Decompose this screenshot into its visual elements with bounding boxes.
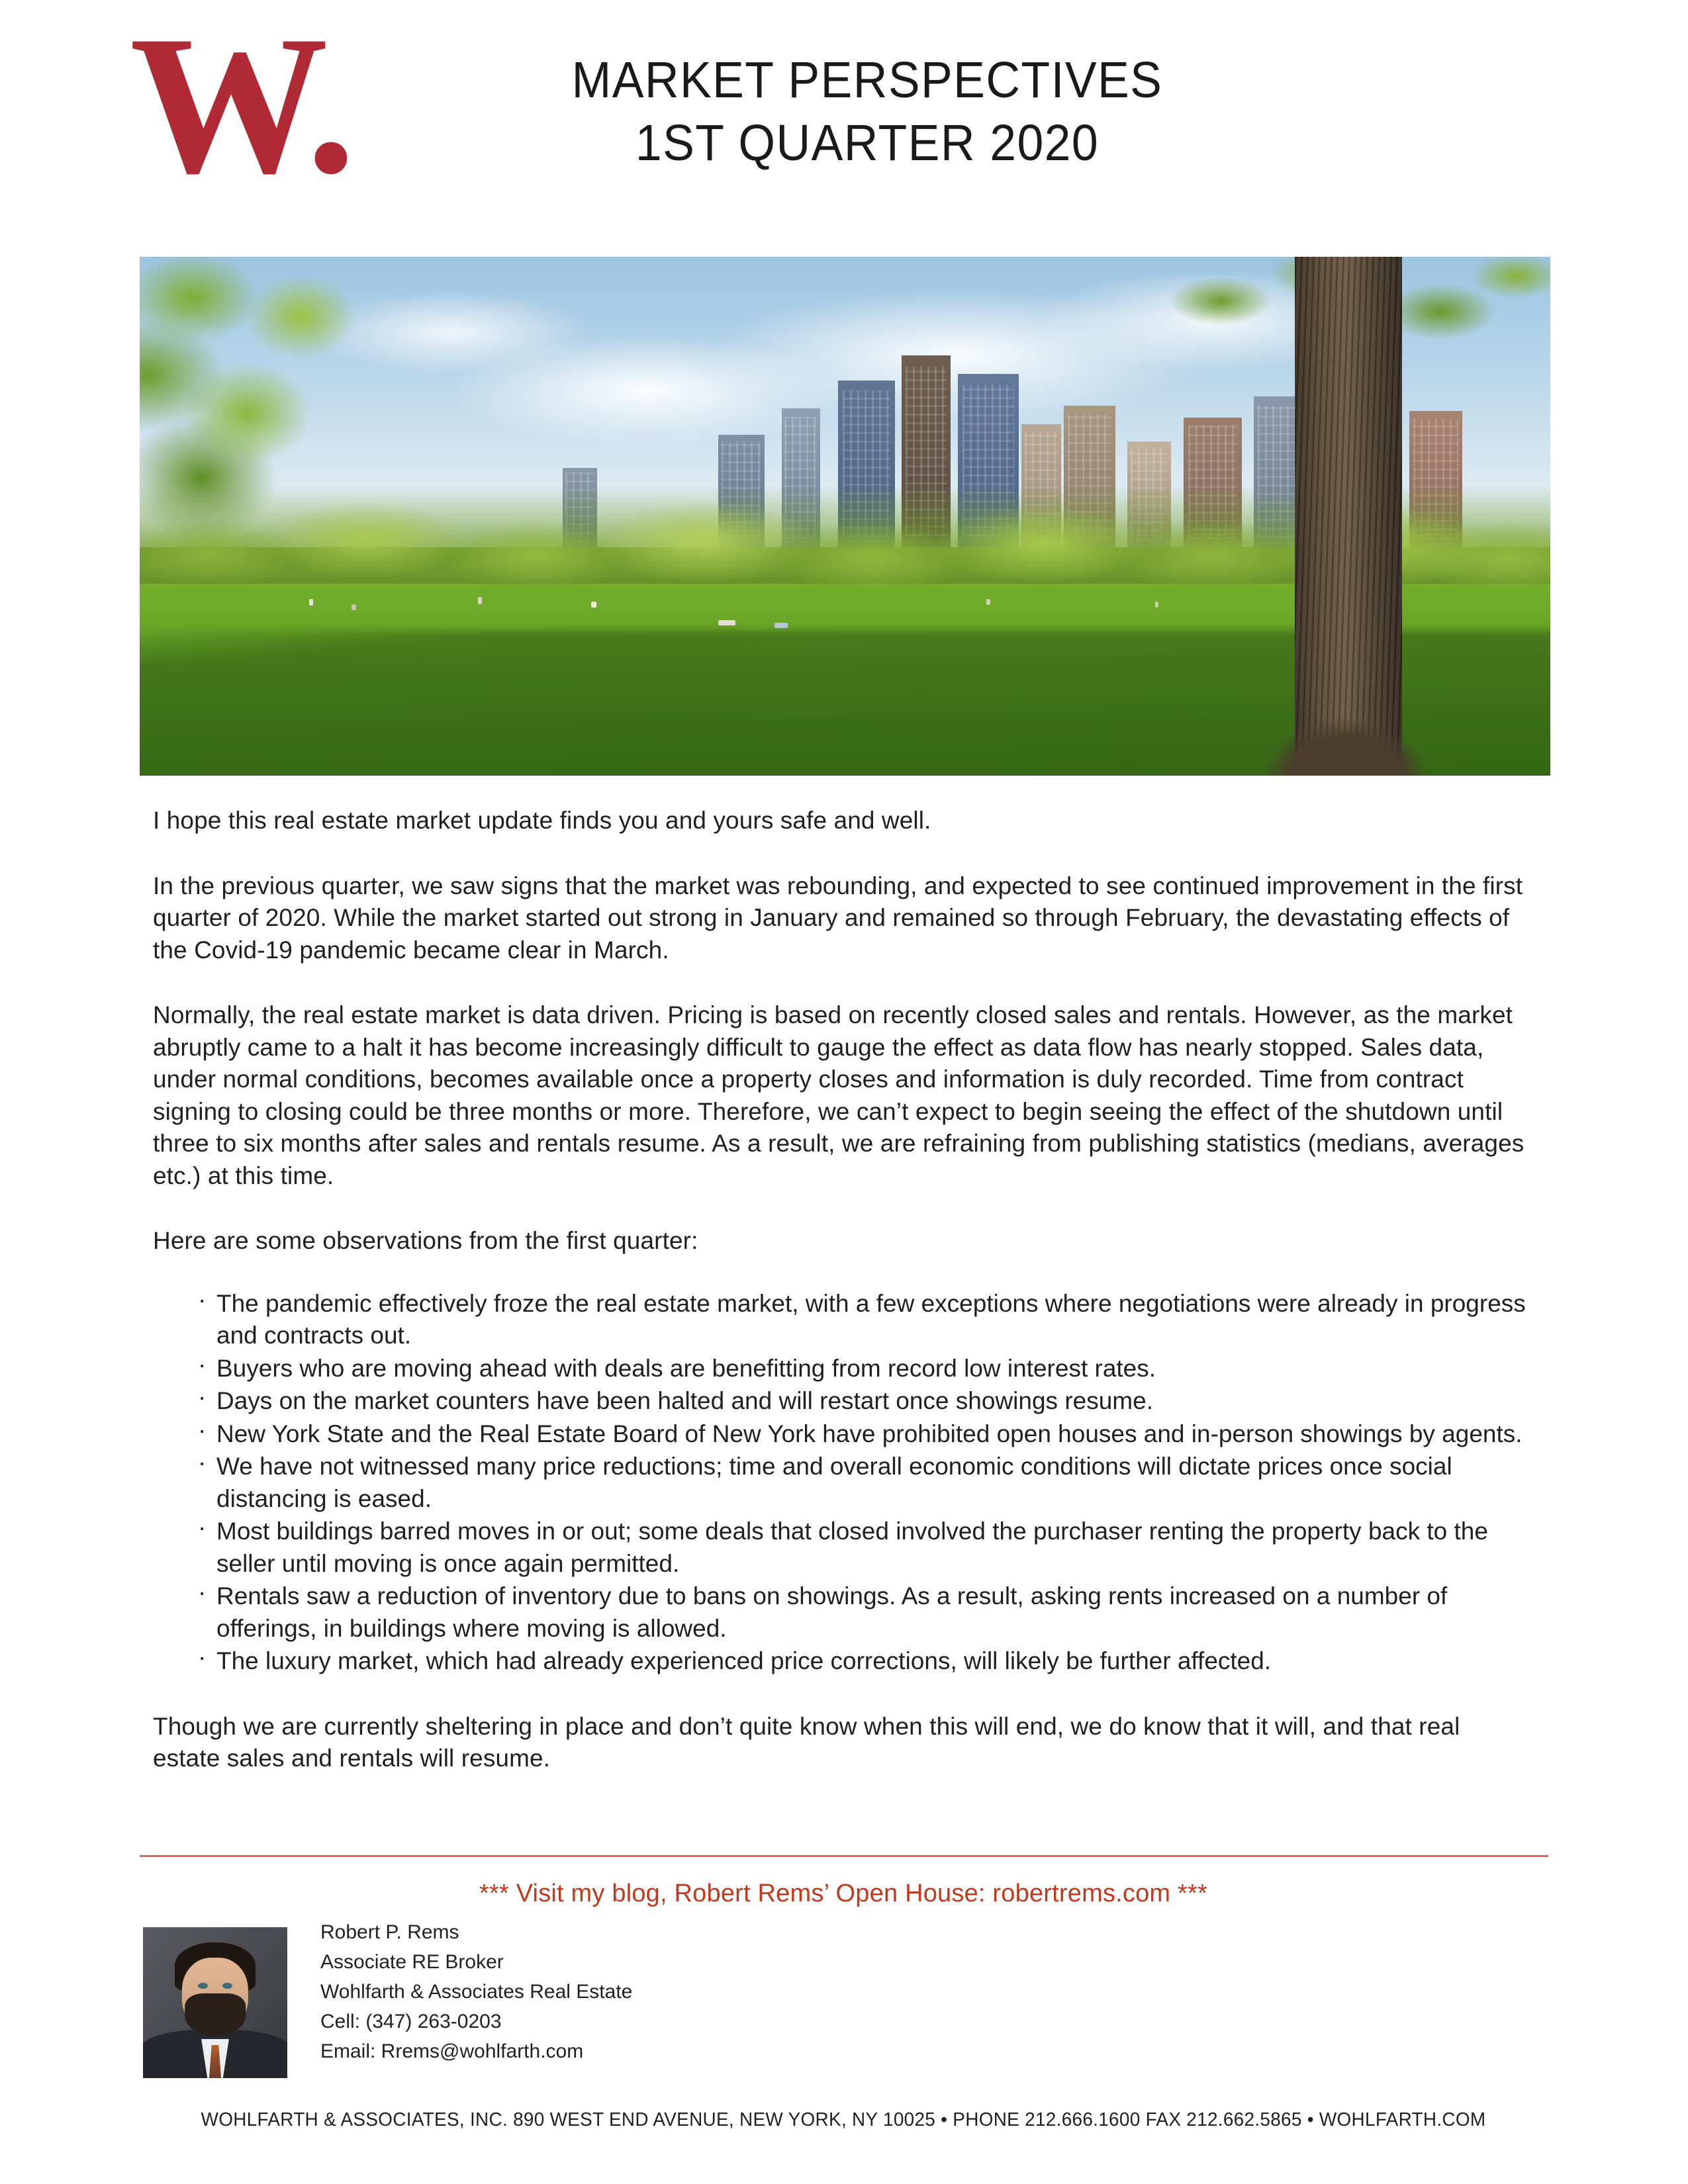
park-visitor [1155,602,1158,608]
title-line-2: 1ST QUARTER 2020 [635,114,1100,171]
letter-body [153,805,1534,1808]
park-visitor [309,599,313,606]
company-address-bar: WOHLFARTH & ASSOCIATES, INC. 890 WEST END AVENUE, NEW YORK, NY 10025 • PHONE 212.666.1600 FAX 212.662.5865 • WOHLFARTH.COM [201,2109,1486,2130]
list-item: · New York State and the Real Estate Board of New York have prohibited open houses and in-person showings by agents. [216,1418,1534,1451]
agent-contact-block [143,1917,1070,2083]
agent-headshot [143,1927,287,2078]
page-title [371,49,1364,175]
paragraph-greeting: I hope this real estate market update finds you and yours safe and well. [153,807,931,834]
list-item: · The luxury market, which had already experienced price corrections, will likely be further affected. [216,1645,1534,1678]
page-header [0,0,1688,225]
list-item: · Days on the market counters have been halted and will restart once showings resume. [216,1385,1534,1418]
park-visitor [591,602,596,608]
agent-role: Associate RE Broker [320,1951,504,1973]
wohlfarth-logo: W. [130,0,352,214]
hero-photo-central-park [140,257,1550,776]
agent-email[interactable]: Email: Rrems@wohlfarth.com [320,2040,584,2062]
paragraph-previous-quarter: In the previous quarter, we saw signs that the market was rebounding, and expected to see continued improvement in the first quarter of 2020. While the market started out strong in January and remained so through February, the devastating effects of the Covid-19 pandemic became clear in March. [153,872,1523,964]
footer-divider [140,1855,1548,1857]
list-item: · Most buildings barred moves in or out; some deals that closed involved the purchaser renting the property back to the seller until moving is once again permitted. [216,1516,1534,1580]
agent-company: Wohlfarth & Associates Real Estate [320,1981,633,2003]
beard [185,1993,246,2036]
list-item: · Rentals saw a reduction of inventory due to bans on showings. As a result, asking rents increased on a number of offerings, in buildings where moving is allowed. [216,1580,1534,1645]
park-visitor [718,620,735,625]
tree-root-base [1233,688,1459,776]
list-item: · We have not witnessed many price reductions; time and overall economic conditions will dictate prices once social distancing is eased. [216,1451,1534,1515]
blog-promo-line[interactable]: *** Visit my blog, Robert Rems’ Open House: robertrems.com *** [479,1880,1208,1907]
list-item: · The pandemic effectively froze the real estate market, with a few exceptions where negotiations were already in progress and contracts out. [216,1288,1534,1352]
list-item: · Buyers who are moving ahead with deals are benefitting from record low interest rates. [216,1353,1534,1385]
paragraph-data-driven: Normally, the real estate market is data driven. Pricing is based on recently closed sales and rentals. However, as the market abruptly came to a halt it has become increasingly difficult to gauge the effect as data flow has nearly stopped. Sales data, under normal conditions, becomes available once a property closes and information is duly recorded. Time from contract signing to closing could be three months or more. Therefore, we can’t expect to begin seeing the effect of the shutdown until three to six months after sales and rentals resume. As a result, we are refraining from publishing statistics (medians, averages etc.) at this time. [153,1001,1524,1189]
paragraph-closing: Though we are currently sheltering in place and don’t quite know when this will end, we do know that it will, and that real estate sales and rentals will resume. [153,1712,1460,1772]
park-visitor [774,623,788,628]
park-visitor [352,604,356,610]
left-tree-canopy [140,257,563,568]
park-visitor [986,599,990,605]
park-visitor [478,597,482,604]
paragraph-observations-heading: Here are some observations from the first quarter: [153,1227,698,1254]
observations-list [153,1288,1534,1678]
contact-details [320,1917,1049,2066]
agent-name: Robert P. Rems [320,1921,459,1943]
title-line-1: MARKET PERSPECTIVES [571,52,1163,109]
agent-cell[interactable]: Cell: (347) 263-0203 [320,2011,502,2032]
